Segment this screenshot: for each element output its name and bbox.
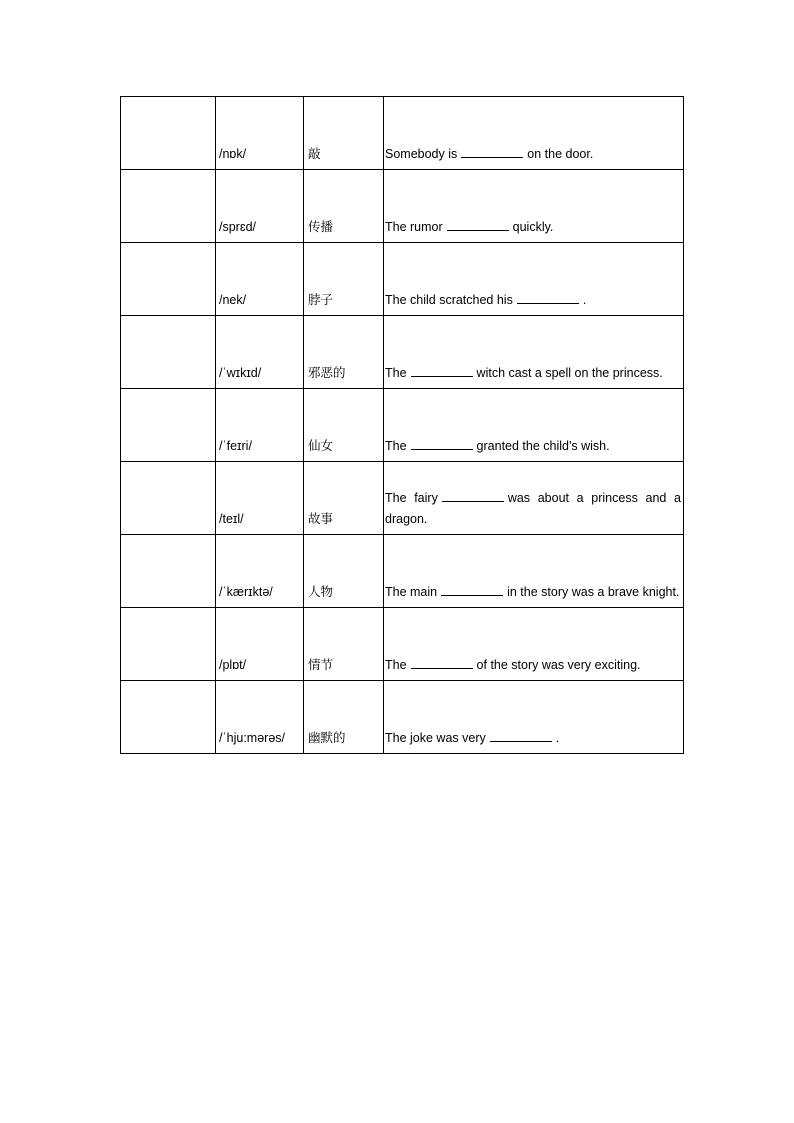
sentence-cell [384,243,684,316]
meaning-cell: 脖子 [304,243,384,316]
word-cell [121,535,216,608]
sentence-cell [384,97,684,170]
word-cell [121,681,216,754]
fill-blank [461,145,523,158]
sentence-after: witch cast a spell on the princess. [476,366,663,380]
sentence-after: quickly. [512,220,554,234]
phonetic-cell: /nɒk/ [216,97,304,170]
word-cell [121,389,216,462]
sentence-before: The [385,658,407,672]
fill-blank [411,364,473,377]
table-row [121,608,684,681]
word-cell [121,608,216,681]
sentence-after: on the door. [527,147,594,161]
meaning-cell: 情节 [304,608,384,681]
meaning-cell: 传播 [304,170,384,243]
phonetic-cell: /ˈkærɪktə/ [216,535,304,608]
meaning-cell: 人物 [304,535,384,608]
sentence-cell [384,535,684,608]
table-row [121,389,684,462]
fill-blank [441,583,503,596]
sentence-before: Somebody is [385,147,458,161]
sentence-before: The joke was very [385,731,486,745]
phonetic-cell: /ˈfeɪri/ [216,389,304,462]
sentence-after: of the story was very exciting. [476,658,641,672]
sentence-before: The main [385,585,438,599]
sentence-after: . [555,731,560,745]
sentence-cell [384,389,684,462]
sentence-cell [384,608,684,681]
sentence-after: in the story was a brave knight. [507,585,680,599]
meaning-cell: 幽默的 [304,681,384,754]
table-row [121,535,684,608]
fill-blank [411,437,473,450]
sentence-before: The fairy [385,491,438,505]
table-row [121,681,684,754]
table-row [121,170,684,243]
sentence-cell [384,170,684,243]
phonetic-cell: /plɒt/ [216,608,304,681]
sentence-before: The [385,439,407,453]
table-row [121,97,684,170]
meaning-cell: 邪恶的 [304,316,384,389]
sentence-cell [384,462,684,535]
meaning-cell: 仙女 [304,389,384,462]
phonetic-cell: /ˈwɪkɪd/ [216,316,304,389]
phonetic-cell: /nek/ [216,243,304,316]
phonetic-cell: /ˈhju:mərəs/ [216,681,304,754]
word-cell [121,316,216,389]
fill-blank [411,656,473,669]
sentence-after: was about a princess and a dragon. [385,491,681,526]
fill-blank [442,489,504,502]
sentence-before: The rumor [385,220,443,234]
fill-blank [447,218,509,231]
word-cell [121,170,216,243]
vocabulary-table [120,96,684,754]
phonetic-cell: /sprɛd/ [216,170,304,243]
fill-blank [490,729,552,742]
table-row [121,243,684,316]
sentence-after: granted the child's wish. [476,439,610,453]
meaning-cell: 敲 [304,97,384,170]
meaning-cell: 故事 [304,462,384,535]
word-cell [121,97,216,170]
fill-blank [517,291,579,304]
table-row [121,316,684,389]
sentence-cell [384,316,684,389]
phonetic-cell: /teɪl/ [216,462,304,535]
word-cell [121,462,216,535]
sentence-before: The child scratched his [385,293,513,307]
word-cell [121,243,216,316]
sentence-before: The [385,366,407,380]
sentence-cell [384,681,684,754]
table-row [121,462,684,535]
sentence-after: . [582,293,587,307]
